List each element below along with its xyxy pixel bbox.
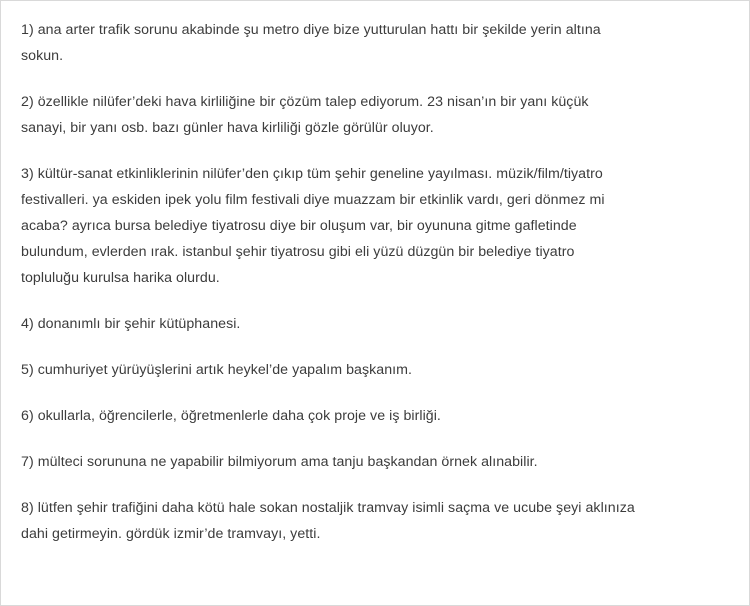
list-item-7 bbox=[21, 449, 733, 475]
entry-3-line-4: bulundum, evlerden ırak. istanbul şehir tiyatrosu gibi eli yüzü düzgün bir belediye tiyatro bbox=[21, 244, 575, 260]
list-item-1 bbox=[21, 17, 733, 69]
list-item-3 bbox=[21, 161, 733, 291]
list-item-5 bbox=[21, 357, 733, 383]
list-item-6 bbox=[21, 403, 733, 429]
entry-8-line-2: dahi getirmeyin. gördük izmir’de tramvayı, yetti. bbox=[21, 526, 321, 542]
entry-3-line-1: 3) kültür-sanat etkinliklerinin nilüfer’den çıkıp tüm şehir geneline yayılması. müzik/film/tiyatro bbox=[21, 166, 603, 182]
entry-2-line-1: 2) özellikle nilüfer’deki hava kirliliğine bir çözüm talep ediyorum. 23 nisan’ın bir yanı küçük bbox=[21, 94, 589, 110]
entry-3-line-5: topluluğu kurulsa harika olurdu. bbox=[21, 270, 220, 286]
entry-5-line-1: 5) cumhuriyet yürüyüşlerini artık heykel’de yapalım başkanım. bbox=[21, 362, 413, 378]
entry-3-line-2: festivalleri. ya eskiden ipek yolu film festivali diye muazzam bir etkinlik vardı, geri dönmez mi bbox=[21, 192, 605, 208]
entry-3-line-3: acaba? ayrıca bursa belediye tiyatrosu diye bir oluşum var, bir oyununa gitme gafletinde bbox=[21, 218, 577, 234]
entry-1-line-2: sokun. bbox=[21, 48, 64, 64]
list-item-4 bbox=[21, 311, 733, 337]
entry-list bbox=[21, 17, 733, 567]
list-item-8 bbox=[21, 495, 733, 547]
entry-4-line-1: 4) donanımlı bir şehir kütüphanesi. bbox=[21, 316, 241, 332]
entry-1-line-1: 1) ana arter trafik sorunu akabinde şu metro diye bize yutturulan hattı bir şekilde yerin altına bbox=[21, 22, 601, 38]
entry-8-line-1: 8) lütfen şehir trafiğini daha kötü hale sokan nostaljik tramvay isimli saçma ve ucube şeyi aklınıza bbox=[21, 500, 635, 516]
entry-7-line-1: 7) mülteci sorununa ne yapabilir bilmiyorum ama tanju başkandan örnek alınabilir. bbox=[21, 454, 538, 470]
entry-2-line-2: sanayi, bir yanı osb. bazı günler hava kirliliği gözle görülür oluyor. bbox=[21, 120, 434, 136]
list-item-2 bbox=[21, 89, 733, 141]
entry-6-line-1: 6) okullarla, öğrencilerle, öğretmenlerle daha çok proje ve iş birliği. bbox=[21, 408, 441, 424]
